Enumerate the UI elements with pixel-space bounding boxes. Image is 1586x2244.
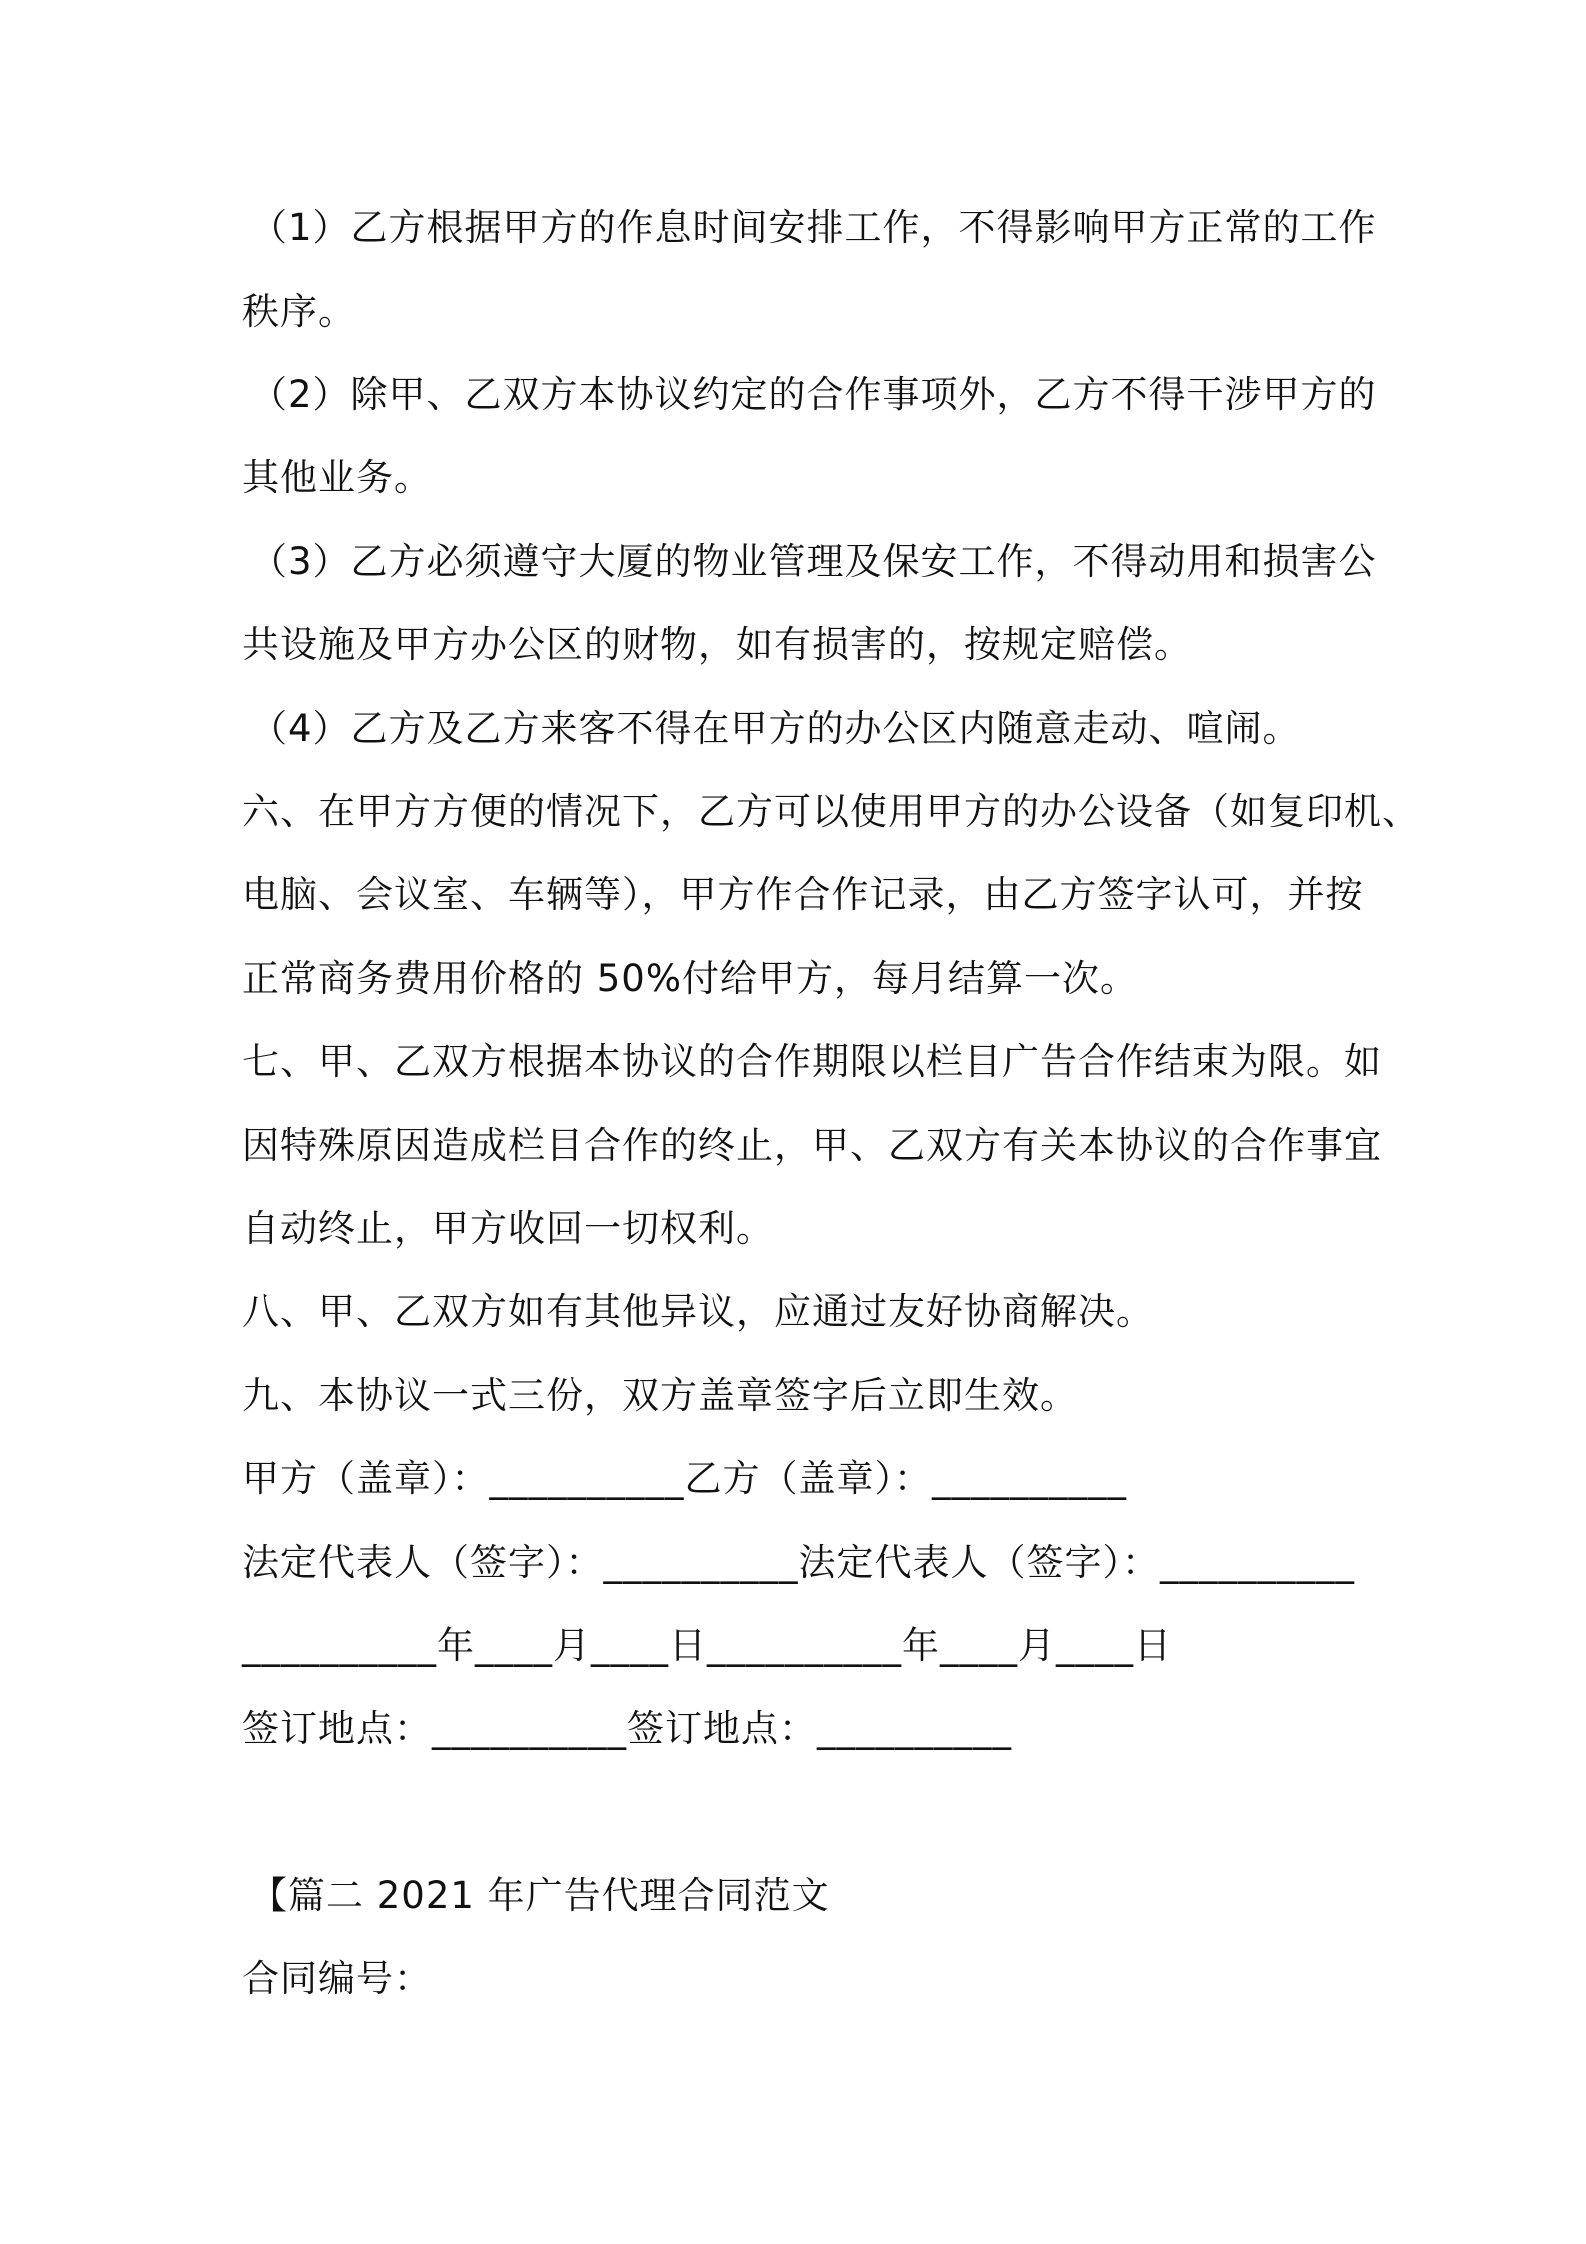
clause-5-item-3-line-1: （3）乙方必须遵守大厦的物业管理及保安工作，不得动用和损害公 [250, 540, 1377, 583]
clause-7-line-2: 因特殊原因造成栏目合作的终止，甲、乙双方有关本协议的合作事宜 [242, 1124, 1382, 1167]
clause-7-line-1: 七、甲、乙双方根据本协议的合作期限以栏目广告合作结束为限。如 [242, 1040, 1382, 1083]
clause-5-item-1-line-2: 秩序。 [242, 290, 356, 333]
signature-place-line: 签订地点：__________签订地点：__________ [242, 1707, 1012, 1750]
clause-5-item-2-line-1: （2）除甲、乙双方本协议约定的合作事项外，乙方不得干涉甲方的 [250, 373, 1377, 416]
clause-5-item-3-line-2: 共设施及甲方办公区的财物，如有损害的，按规定赔偿。 [242, 623, 1192, 666]
clause-5-item-1-line-1: （1）乙方根据甲方的作息时间安排工作，不得影响甲方正常的工作 [250, 206, 1377, 249]
signature-representative-line: 法定代表人（签字）：__________法定代表人（签字）：__________ [242, 1541, 1355, 1584]
clause-7-line-3: 自动终止，甲方收回一切权利。 [242, 1207, 774, 1250]
clause-6-line-3: 正常商务费用价格的 50%付给甲方，每月结算一次。 [242, 957, 1138, 1000]
clause-6-line-1: 六、在甲方方便的情况下，乙方可以使用甲方的办公设备（如复印机、 [242, 790, 1420, 833]
clause-5-item-4: （4）乙方及乙方来客不得在甲方的办公区内随意走动、喧闹。 [250, 707, 1301, 750]
clause-9: 九、本协议一式三份，双方盖章签字后立即生效。 [242, 1374, 1078, 1417]
clause-8: 八、甲、乙双方如有其他异议，应通过友好协商解决。 [242, 1290, 1154, 1333]
clause-6-line-2: 电脑、会议室、车辆等），甲方作合作记录，由乙方签字认可，并按 [242, 873, 1364, 916]
contract-number-label: 合同编号： [242, 1957, 432, 2000]
section-heading: 【篇二 2021 年广告代理合同范文 [250, 1874, 830, 1917]
signature-seal-line: 甲方（盖章）：__________乙方（盖章）：__________ [242, 1457, 1127, 1500]
signature-date-line: __________年____月____日__________年____月____日 [242, 1624, 1172, 1667]
clause-5-item-2-line-2: 其他业务。 [242, 456, 432, 499]
